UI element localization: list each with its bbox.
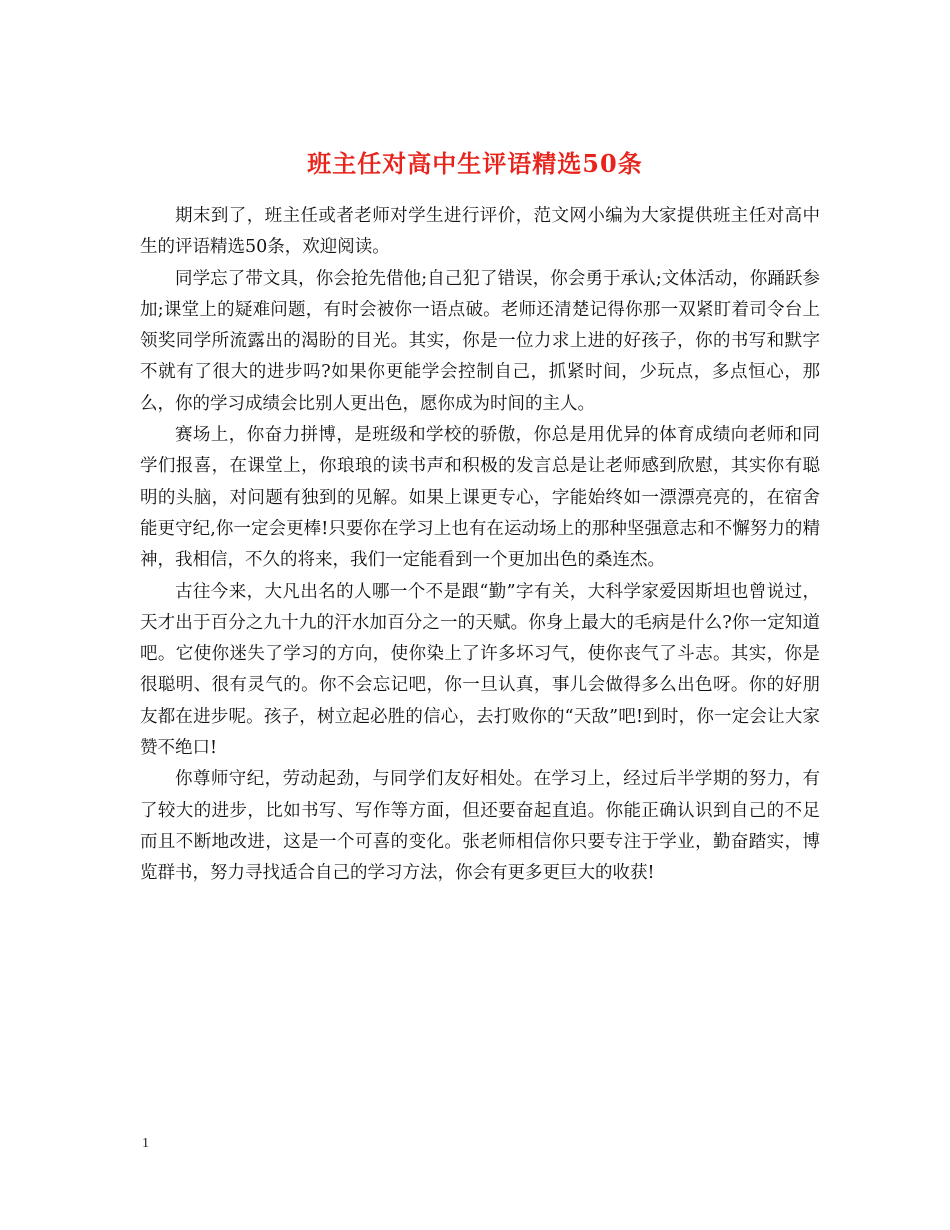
paragraph-comment-4: 你尊师守纪，劳动起劲，与同学们友好相处。在学习上，经过后半学期的努力，有了较大的进步，比如书写、写作等方面，但还要奋起直追。你能正确认识到自己的不足而且不断地改进，这是一个可喜的变化。张老师相信你只要专注于学业，勤奋踏实，博览群书，努力寻找适合自己的学习方法，你会有更多更巨大的收获! xyxy=(140,769,820,884)
paragraph-comment-2: 赛场上，你奋力拼博，是班级和学校的骄傲，你总是用优异的体育成绩向老师和同学们报喜，在课堂上，你琅琅的读书声和积极的发言总是让老师感到欣慰，其实你有聪明的头脑，对问题有独到的见解。如果上课更专心，字能始终如一漂漂亮亮的，在宿舍能更守纪,你一定会更棒!只要你在学习上也有在运动场上的那种坚强意志和不懈努力的精神，我相信，不久的将来，我们一定能看到一个更加出色的桑连杰。 xyxy=(140,425,820,571)
document-title: 班主任对高中生评语精选50条 xyxy=(307,149,643,179)
paragraph-comment-1: 同学忘了带文具，你会抢先借他;自己犯了错误，你会勇于承认;文体活动，你踊跃参加;课堂上的疑难问题，有时会被你一语点破。老师还清楚记得你那一双紧盯着司令台上领奖同学所流露出的渴盼的目光。其实，你是一位力求上进的好孩子，你的书写和默字不就有了很大的进步吗?如果你更能学会控制自己，抓紧时间，少玩点，多点恒心，那么，你的学习成绩会比别人更出色，愿你成为时间的主人。 xyxy=(140,268,820,414)
paragraph-intro: 期末到了，班主任或者老师对学生进行评价，范文网小编为大家提供班主任对高中生的评语精选50条，欢迎阅读。 xyxy=(140,206,820,258)
page-number: 1 xyxy=(142,1136,149,1151)
paragraph-comment-3: 古往今来，大凡出名的人哪一个不是跟“勤”字有关，大科学家爱因斯坦也曾说过，天才出于百分之九十九的汗水加百分之一的天赋。你身上最大的毛病是什么?你一定知道吧。它使你迷失了学习的方向，使你染上了许多坏习气，使你丧气了斗志。其实，你是很聪明、很有灵气的。你不会忘记吧，你一旦认真，事儿会做得多么出色呀。你的好朋友都在进步呢。孩子，树立起必胜的信心，去打败你的“天敌”吧!到时，你一定会让大家赞不绝口! xyxy=(140,581,820,759)
document-body xyxy=(140,201,820,890)
